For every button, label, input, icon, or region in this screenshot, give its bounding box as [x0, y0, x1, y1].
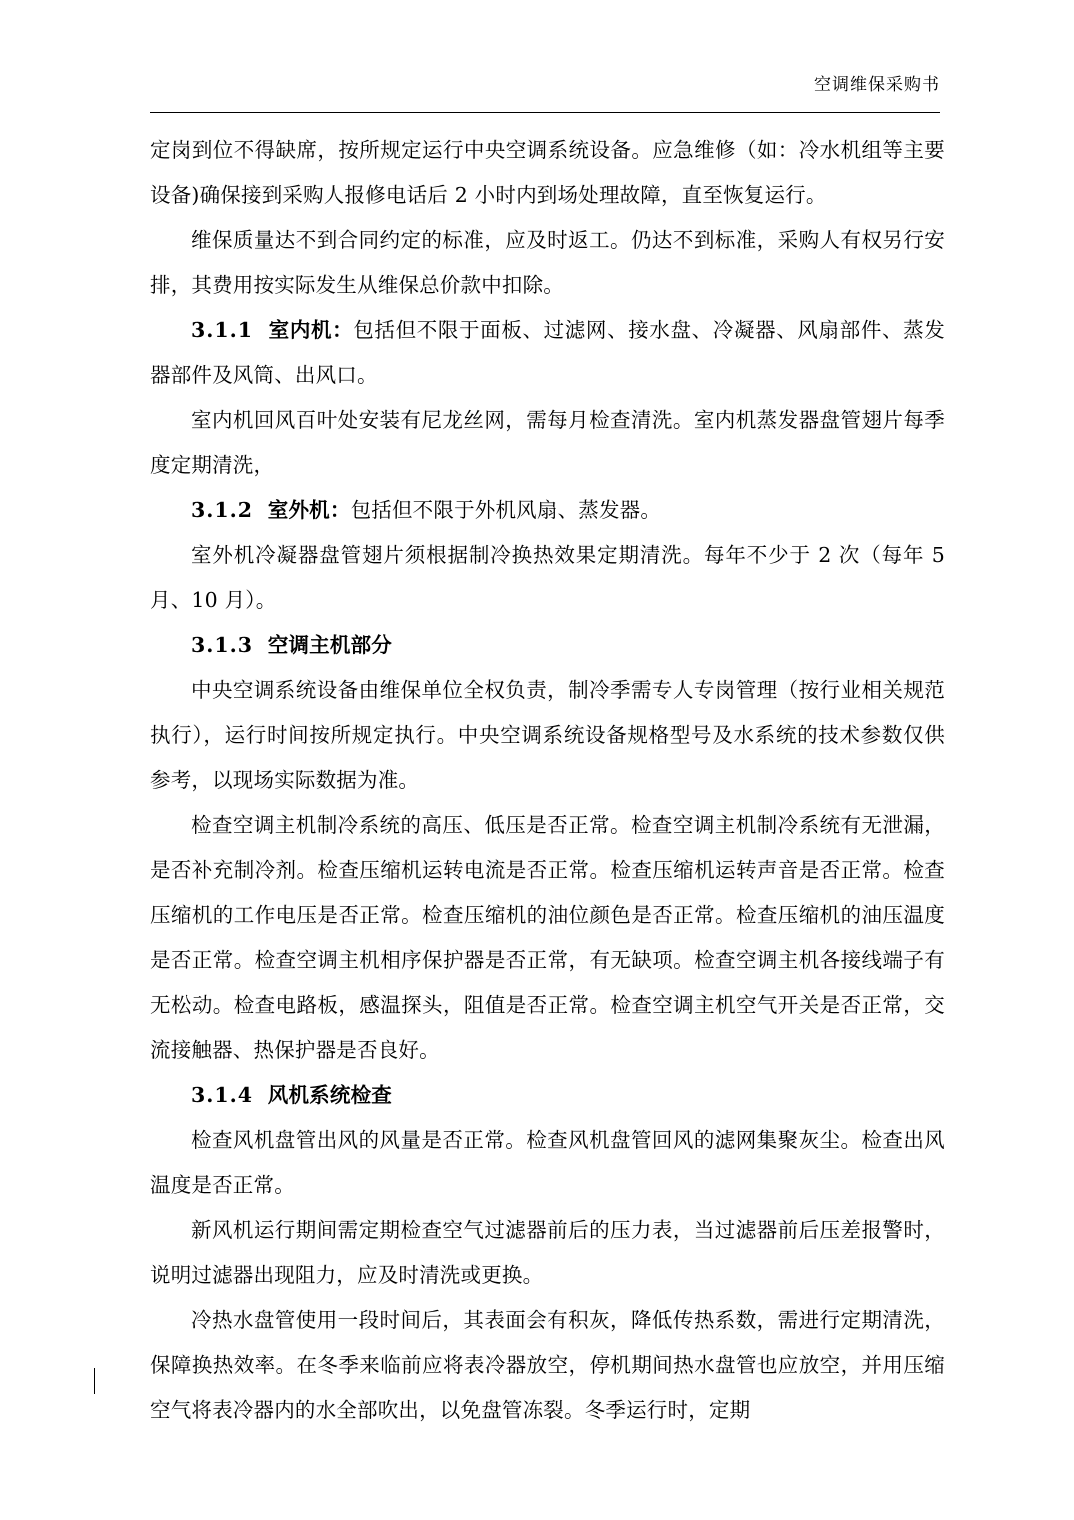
section-number: 3.1.4	[191, 1083, 254, 1107]
paragraph: 中央空调系统设备由维保单位全权负责，制冷季需专人专岗管理（按行业相关规范执行），运行时间按所规定执行。中央空调系统设备规格型号及水系统的技术参数仅供参考，以现场实际数据为准。	[150, 678, 945, 792]
section-number: 3.1.3	[191, 633, 254, 657]
paragraph: 室外机冷凝器盘管翅片须根据制冷换热效果定期清洗。每年不少于 2 次（每年 5 月、10 月）。	[150, 543, 945, 612]
section-title: 风机系统检查	[267, 1083, 392, 1107]
section-text: 包括但不限于面板、过滤网、接水盘、冷凝器、风扇部件、蒸发器部件及风筒、出风口。	[150, 318, 945, 387]
header-divider	[150, 112, 940, 113]
section-heading-3-1-1	[150, 308, 945, 398]
section-text: 包括但不限于外机风扇、蒸发器。	[350, 498, 662, 522]
paragraph: 检查风机盘管出风的风量是否正常。检查风机盘管回风的滤网集聚灰尘。检查出风温度是否正常。	[150, 1128, 945, 1197]
section-number: 3.1.1	[191, 318, 254, 342]
paragraph: 定岗到位不得缺席，按所规定运行中央空调系统设备。应急维修（如：冷水机组等主要设备)确保接到采购人报修电话后 2 小时内到场处理故障，直至恢复运行。	[150, 138, 945, 207]
paragraph: 新风机运行期间需定期检查空气过滤器前后的压力表，当过滤器前后压差报警时，说明过滤器出现阻力，应及时清洗或更换。	[150, 1218, 945, 1287]
paragraph: 冷热水盘管使用一段时间后，其表面会有积灰，降低传热系数，需进行定期清洗，保障换热效率。在冬季来临前应将表冷器放空，停机期间热水盘管也应放空，并用压缩空气将表冷器内的水全部吹出，以免盘管冻裂。冬季运行时，定期	[150, 1308, 945, 1422]
section-title: 室外机：	[267, 498, 351, 522]
section-title: 空调主机部分	[267, 633, 392, 657]
document-body	[150, 128, 945, 1433]
section-heading-3-1-4	[150, 1073, 945, 1118]
page-header: 空调维保采购书	[814, 75, 940, 95]
paragraph: 维保质量达不到合同约定的标准，应及时返工。仍达不到标准，采购人有权另行安排，其费用按实际发生从维保总价款中扣除。	[150, 228, 945, 297]
paragraph: 检查空调主机制冷系统的高压、低压是否正常。检查空调主机制冷系统有无泄漏，是否补充制冷剂。检查压缩机运转电流是否正常。检查压缩机运转声音是否正常。检查压缩机的工作电压是否正常。检查压缩机的油位颜色是否正常。检查压缩机的油压温度是否正常。检查空调主机相序保护器是否正常，有无缺项。检查空调主机各接线端子有无松动。检查电路板，感温探头，阻值是否正常。检查空调主机空气开关是否正常，交流接触器、热保护器是否良好。	[150, 813, 945, 1062]
text-cursor	[94, 1368, 95, 1394]
paragraph: 室内机回风百叶处安装有尼龙丝网，需每月检查清洗。室内机蒸发器盘管翅片每季度定期清洗，	[150, 408, 945, 477]
section-number: 3.1.2	[191, 498, 254, 522]
section-heading-3-1-2	[150, 488, 945, 533]
section-title: 室内机：	[268, 318, 354, 342]
section-heading-3-1-3	[150, 623, 945, 668]
